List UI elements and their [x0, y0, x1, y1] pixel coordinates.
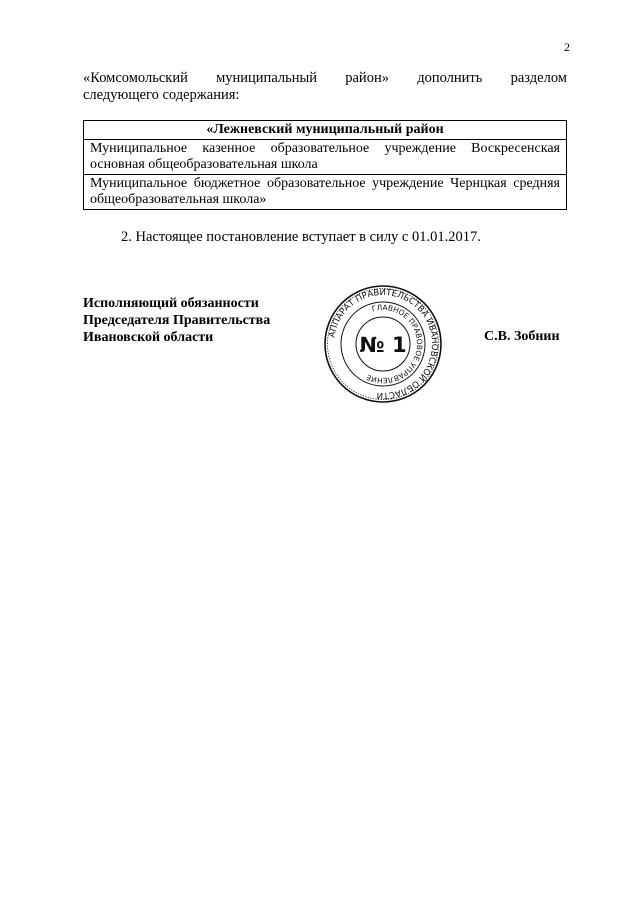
- intro-word: муниципальный: [216, 70, 317, 86]
- intro-line-1: [83, 70, 567, 87]
- table-header: «Лежневский муниципальный район: [84, 121, 567, 140]
- paragraph-2: 2. Настоящее постановление вступает в силу с 01.01.2017.: [121, 229, 481, 245]
- seal-number: № 1: [359, 333, 407, 357]
- district-table: [83, 120, 567, 210]
- signer-title: [83, 295, 270, 346]
- page-number: 2: [564, 40, 570, 54]
- table-row: [84, 140, 567, 175]
- official-seal: [323, 284, 443, 404]
- intro-word: район»: [345, 70, 389, 86]
- signer-title-line: Ивановской области: [83, 330, 214, 345]
- signer-title-line: Председателя Правительства: [83, 313, 271, 328]
- intro-paragraph: [83, 70, 567, 104]
- table-cell: Муниципальное бюджетное образовательное учреждение Чернцкая средняя общеобразовательная школа»: [84, 175, 567, 210]
- table-row: [84, 175, 567, 210]
- seal-inner-text: ГЛАВНОЕ ПРАВОВОЕ УПРАВЛЕНИЕ: [364, 302, 425, 386]
- intro-word: дополнить: [417, 70, 483, 86]
- intro-word: разделом: [510, 70, 567, 86]
- intro-word: «Комсомольский: [83, 70, 188, 86]
- table-cell: Муниципальное казенное образовательное учреждение Воскресенская основная общеобразовательная школа: [84, 140, 567, 175]
- intro-line-2: следующего содержания:: [83, 87, 240, 103]
- signer-title-line: Исполняющий обязанности: [83, 296, 259, 311]
- seal-outer-text: АППАРАТ ПРАВИТЕЛЬСТВА ИВАНОВСКОЙ ОБЛАСТИ: [327, 287, 440, 401]
- table-header-row: [84, 121, 567, 140]
- signer-name: С.В. Зобнин: [484, 329, 560, 344]
